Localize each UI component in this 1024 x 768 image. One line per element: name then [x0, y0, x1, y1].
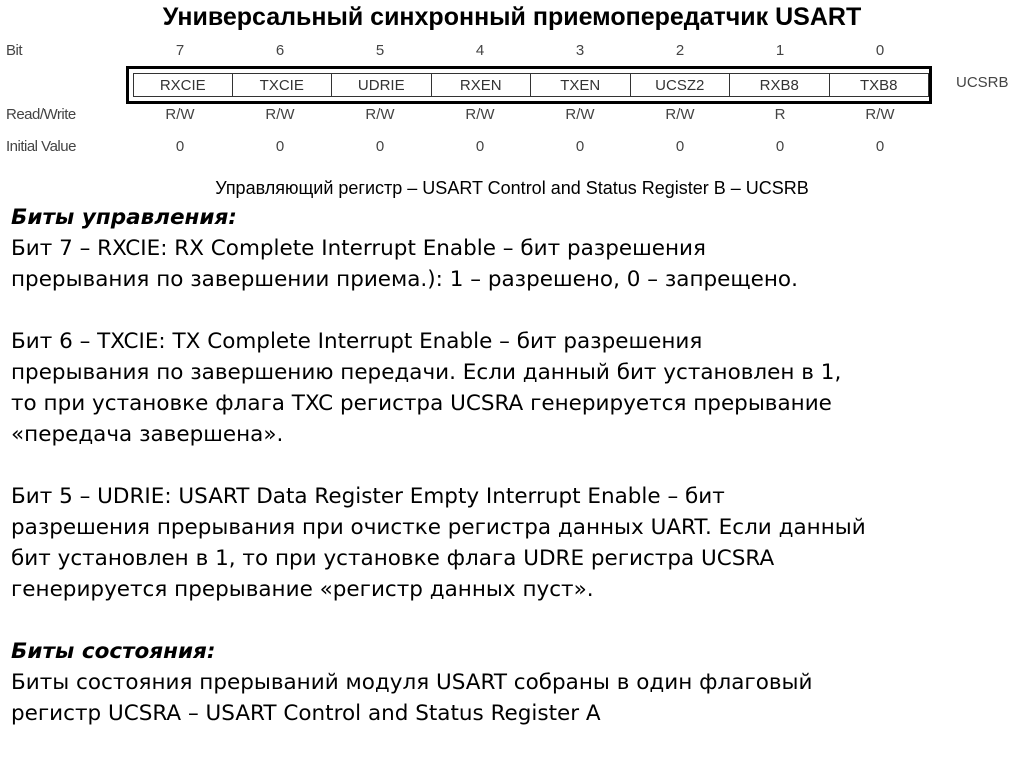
- bit5-text: генерируется прерывание «регистр данных пуст».: [11, 577, 594, 602]
- register-box: [126, 66, 932, 104]
- bit-name-cell: RXEN: [432, 73, 532, 97]
- rw-value: R/W: [565, 106, 595, 123]
- status-text: регистр UCSRA – USART Control and Status Register A: [11, 701, 601, 726]
- rw-value: R/W: [465, 106, 495, 123]
- control-bits-heading: Биты управления:: [11, 205, 237, 230]
- bit-name-cell: RXCIE: [133, 73, 233, 97]
- bit-number: 7: [175, 42, 185, 59]
- rw-value: R/W: [165, 106, 195, 123]
- bit-name-cell: RXB8: [730, 73, 830, 97]
- rw-value: R/W: [365, 106, 395, 123]
- bit-name-cell: TXCIE: [233, 73, 333, 97]
- initial-value: 0: [275, 138, 285, 155]
- bit6-text: то при установке флага TXC регистра UCSRA генерируется прерывание: [11, 391, 832, 416]
- bit-number: 4: [475, 42, 485, 59]
- rw-value: R/W: [265, 106, 295, 123]
- bit-number: 1: [775, 42, 785, 59]
- bit6-text: Бит 6 – TXCIE: TX Complete Interrupt Enable – бит разрешения: [11, 329, 703, 354]
- rw-value: R: [774, 106, 786, 123]
- slide-title: Универсальный синхронный приемопередатчик USART: [162, 3, 862, 31]
- bit6-text: прерывания по завершению передачи. Если данный бит установлен в 1,: [11, 360, 842, 385]
- bit-number: 0: [875, 42, 885, 59]
- description-text: [11, 202, 1021, 729]
- status-bits-heading: Биты состояния:: [11, 639, 216, 664]
- bit-name-cell: TXB8: [830, 73, 930, 97]
- bit6-text: «передача завершена».: [11, 422, 284, 447]
- bit-name-cell: UDRIE: [332, 73, 432, 97]
- rw-value: R/W: [865, 106, 895, 123]
- initial-value: 0: [775, 138, 785, 155]
- register-name: UCSRB: [956, 74, 1009, 91]
- status-text: Биты состояния прерываний модуля USART собраны в один флаговый: [11, 670, 813, 695]
- initial-value: 0: [875, 138, 885, 155]
- bit-number: 5: [375, 42, 385, 59]
- bit7-text: Бит 7 – RXCIE: RX Complete Interrupt Enable – бит разрешения: [11, 236, 706, 261]
- bit5-text: Бит 5 – UDRIE: USART Data Register Empty Interrupt Enable – бит: [11, 484, 725, 509]
- bit5-text: бит установлен в 1, то при установке флага UDRE регистра UCSRA: [11, 546, 775, 571]
- initial-value: 0: [175, 138, 185, 155]
- bit-name-cell: TXEN: [531, 73, 631, 97]
- bit-row-label: Bit: [6, 42, 23, 59]
- bit-number: 2: [675, 42, 685, 59]
- initial-value: 0: [375, 138, 385, 155]
- initial-value: 0: [675, 138, 685, 155]
- bit7-text: прерывания по завершении приема.): 1 – разрешено, 0 – запрещено.: [11, 267, 798, 292]
- initial-value: 0: [475, 138, 485, 155]
- rw-row-label: Read/Write: [6, 106, 76, 123]
- bit5-text: разрешения прерывания при очистке регистра данных UART. Если данный: [11, 515, 866, 540]
- init-row-label: Initial Value: [6, 138, 76, 155]
- bit-number: 6: [275, 42, 285, 59]
- bit-number: 3: [575, 42, 585, 59]
- register-caption: Управляющий регистр – USART Control and Status Register B – UCSRB: [215, 178, 809, 198]
- initial-value: 0: [575, 138, 585, 155]
- bit-name-cell: UCSZ2: [631, 73, 731, 97]
- rw-value: R/W: [665, 106, 695, 123]
